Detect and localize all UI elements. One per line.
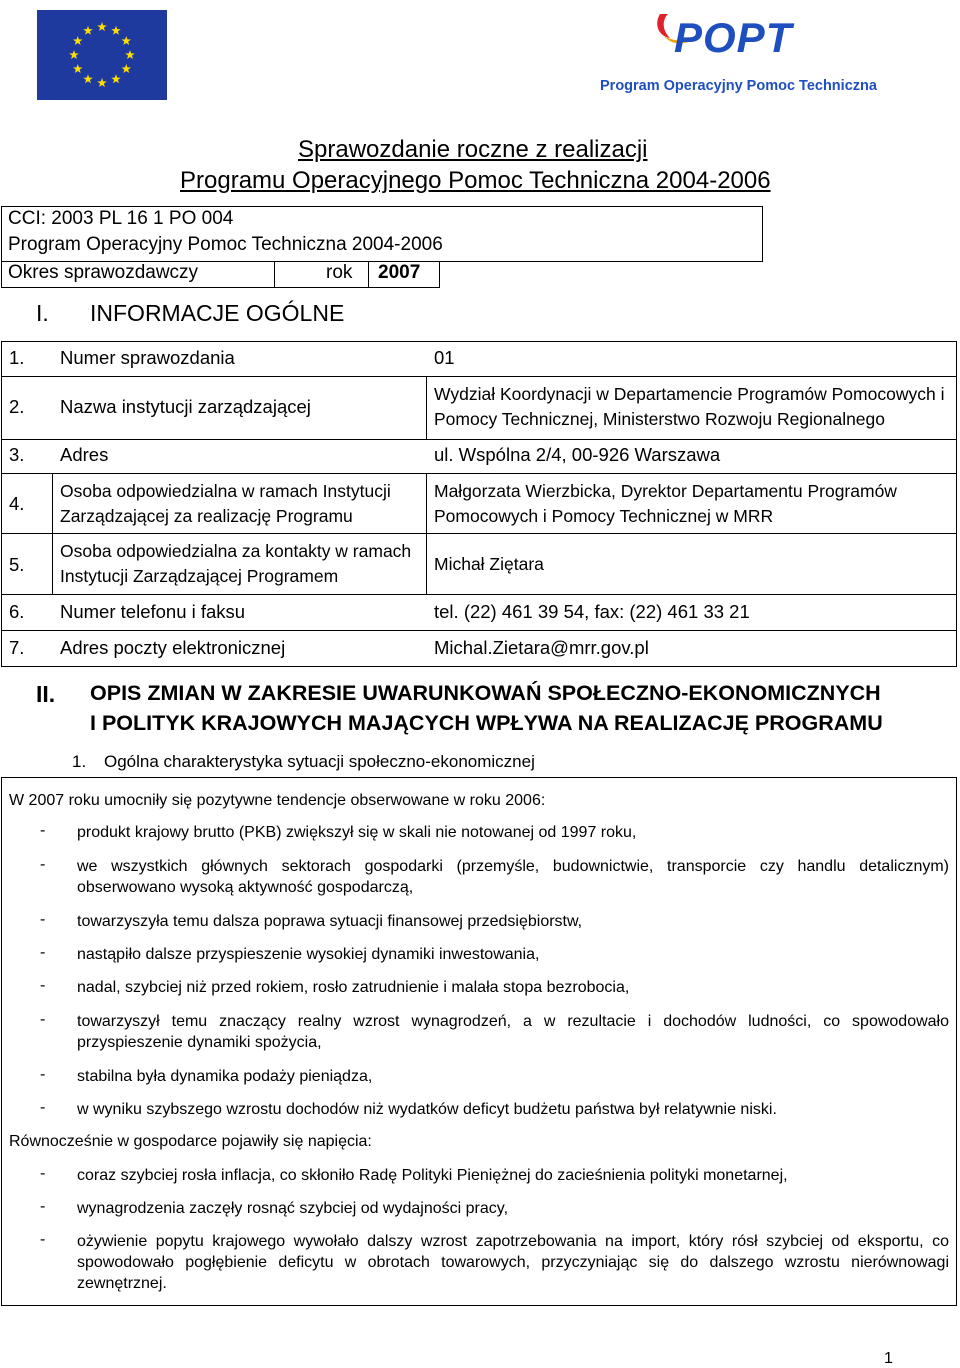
bullet-item: we wszystkich głównych sektorach gospodarki (przemyśle, budownictwie, transporcie czy handlu detalicznym) obserwowano wysoką aktywność gospodarczą, xyxy=(77,858,949,896)
bullet-dash: - xyxy=(40,1099,46,1116)
bullet-dash: - xyxy=(40,1165,46,1182)
eu-star-icon xyxy=(69,50,79,59)
eu-star-icon xyxy=(121,36,131,45)
row2-value-line2: Pomocy Technicznej, Ministerstwo Rozwoju Regionalnego xyxy=(434,409,886,429)
section2-number: II. xyxy=(36,681,56,707)
page-number: 1 xyxy=(884,1350,893,1367)
col-divider xyxy=(426,376,427,440)
row3-value: ul. Wspólna 2/4, 00-926 Warszawa xyxy=(434,444,721,465)
bullet-dash: - xyxy=(40,856,46,873)
row7-value: Michal.Zietara@mrr.gov.pl xyxy=(434,637,649,658)
bullet-item: stabilna była dynamika podaży pieniądza, xyxy=(77,1068,373,1085)
row4-value-line2: Pomocowych i Pomocy Technicznej w MRR xyxy=(434,506,774,526)
popt-logo xyxy=(600,6,900,96)
eu-star-icon xyxy=(83,74,93,83)
row-divider xyxy=(1,439,957,440)
bullet-dash: - xyxy=(40,944,46,961)
year-label: rok xyxy=(326,262,353,283)
bullet-item: produkt krajowy brutto (PKB) zwiększył się w skali nie notowanej od 1997 roku, xyxy=(77,824,637,841)
subsection-title: Ogólna charakterystyka sytuacji społeczno-ekonomicznej xyxy=(104,752,535,771)
year-value: 2007 xyxy=(378,262,421,283)
row-divider xyxy=(1,376,957,377)
bullet-item: towarzyszył temu znaczący realny wzrost wynagrodzeń, a w rezultacie i dochodów ludności, co spowodowało przyspieszenie dynamiki spożycia, xyxy=(77,1013,949,1051)
section1-number: I. xyxy=(36,300,49,326)
bullet-item: ożywienie popytu krajowego wywołało dalszy wzrost zapotrzebowania na import, który rósł szybciej od eksportu, co spowodowało pogłębienie deficytu w obrotach towarowych, przyczyniając się do dalszego wzrostu nierównowagi zewnętrznej. xyxy=(77,1233,949,1292)
row-divider xyxy=(1,594,957,595)
eu-star-icon xyxy=(121,64,131,73)
row6-value: tel. (22) 461 39 54, fax: (22) 461 33 21 xyxy=(434,601,750,622)
report-title-line1: Sprawozdanie roczne z realizacji xyxy=(298,136,648,163)
row3-number: 3. xyxy=(9,444,25,465)
col-divider xyxy=(426,473,427,594)
intro2-text: Równocześnie w gospodarce pojawiły się napięcia: xyxy=(9,1133,372,1150)
period-label: Okres sprawozdawczy xyxy=(8,262,199,283)
bullet-item: nastąpiło dalsze przyspieszenie wysokiej dynamiki inwestowania, xyxy=(77,946,540,963)
row5-label-line1: Osoba odpowiedzialna za kontakty w ramach xyxy=(60,541,412,561)
eu-star-icon xyxy=(83,26,93,35)
row-divider xyxy=(1,533,957,534)
bullet-item: w wyniku szybszego wzrostu dochodów niż wydatków deficyt budżetu państwa był relatywnie niski. xyxy=(77,1101,777,1118)
row6-number: 6. xyxy=(9,601,25,622)
row7-label: Adres poczty elektronicznej xyxy=(60,637,286,658)
bullet-dash: - xyxy=(40,822,46,839)
row3-label: Adres xyxy=(60,444,109,465)
col-divider xyxy=(52,473,53,594)
bullet-item: towarzyszyła temu dalsza poprawa sytuacji finansowej przedsiębiorstw, xyxy=(77,913,583,930)
eu-star-icon xyxy=(73,36,83,45)
row2-number: 2. xyxy=(9,396,25,417)
eu-star-icon xyxy=(97,78,107,87)
row5-number: 5. xyxy=(9,554,25,575)
popt-name: POPT xyxy=(674,14,793,61)
bullet-dash: - xyxy=(40,977,46,994)
eu-stars-icon xyxy=(37,10,167,100)
bullet-item: wynagrodzenia zaczęły rosnąć szybciej od wydajności pracy, xyxy=(77,1200,509,1217)
eu-flag-logo xyxy=(37,10,167,100)
eu-star-icon xyxy=(73,64,83,73)
bullet-item: nadal, szybciej niż przed rokiem, rosło zatrudnienie i malała stopa bezrobocia, xyxy=(77,979,630,996)
row4-number: 4. xyxy=(9,493,25,514)
subsection-number: 1. xyxy=(72,752,87,771)
row-divider xyxy=(1,473,957,474)
eu-star-icon xyxy=(111,74,121,83)
report-title-line2: Programu Operacyjnego Pomoc Techniczna 2004-2006 xyxy=(180,167,771,194)
program-name: Program Operacyjny Pomoc Techniczna 2004-2006 xyxy=(8,234,443,255)
row5-label-line2: Instytucji Zarządzającej Programem xyxy=(60,566,339,586)
eu-star-icon xyxy=(111,26,121,35)
bullet-dash: - xyxy=(40,1198,46,1215)
popt-program-name: Program Operacyjny Pomoc Techniczna xyxy=(600,78,877,94)
section2-heading-line1: OPIS ZMIAN W ZAKRESIE UWARUNKOWAŃ SPOŁECZNO-EKONOMICZNYCH xyxy=(90,681,881,705)
row4-label-line2: Zarządzającej za realizację Programu xyxy=(60,506,353,526)
cci-code: CCI: 2003 PL 16 1 PO 004 xyxy=(8,208,234,229)
bullet-dash: - xyxy=(40,1011,46,1028)
row5-value: Michał Ziętara xyxy=(434,554,544,574)
bullet-dash: - xyxy=(40,1066,46,1083)
bullet-dash: - xyxy=(40,1231,46,1248)
section1-heading: INFORMACJE OGÓLNE xyxy=(90,300,345,326)
row4-value-line1: Małgorzata Wierzbicka, Dyrektor Departamentu Programów xyxy=(434,481,897,501)
row1-value: 01 xyxy=(434,347,455,368)
row7-number: 7. xyxy=(9,637,25,658)
intro-text: W 2007 roku umocniły się pozytywne tendencje obserwowane w roku 2006: xyxy=(9,792,546,809)
row2-value-line1: Wydział Koordynacji w Departamencie Programów Pomocowych i xyxy=(434,384,945,404)
row1-number: 1. xyxy=(9,347,25,368)
bullet-item: coraz szybciej rosła inflacja, co skłoniło Radę Polityki Pieniężnej do zacieśnienia polityki monetarnej, xyxy=(77,1167,788,1184)
year-label-cell xyxy=(274,261,369,288)
row-divider xyxy=(1,630,957,631)
row1-label: Numer sprawozdania xyxy=(60,347,235,368)
bullet-dash: - xyxy=(40,911,46,928)
row6-label: Numer telefonu i faksu xyxy=(60,601,246,622)
row2-label: Nazwa instytucji zarządzającej xyxy=(60,396,311,417)
eu-star-icon xyxy=(125,50,135,59)
eu-star-icon xyxy=(97,22,107,31)
row4-label-line1: Osoba odpowiedzialna w ramach Instytucji xyxy=(60,481,391,501)
section2-heading-line2: I POLITYK KRAJOWYCH MAJĄCYCH WPŁYWA NA REALIZACJĘ PROGRAMU xyxy=(90,711,883,735)
